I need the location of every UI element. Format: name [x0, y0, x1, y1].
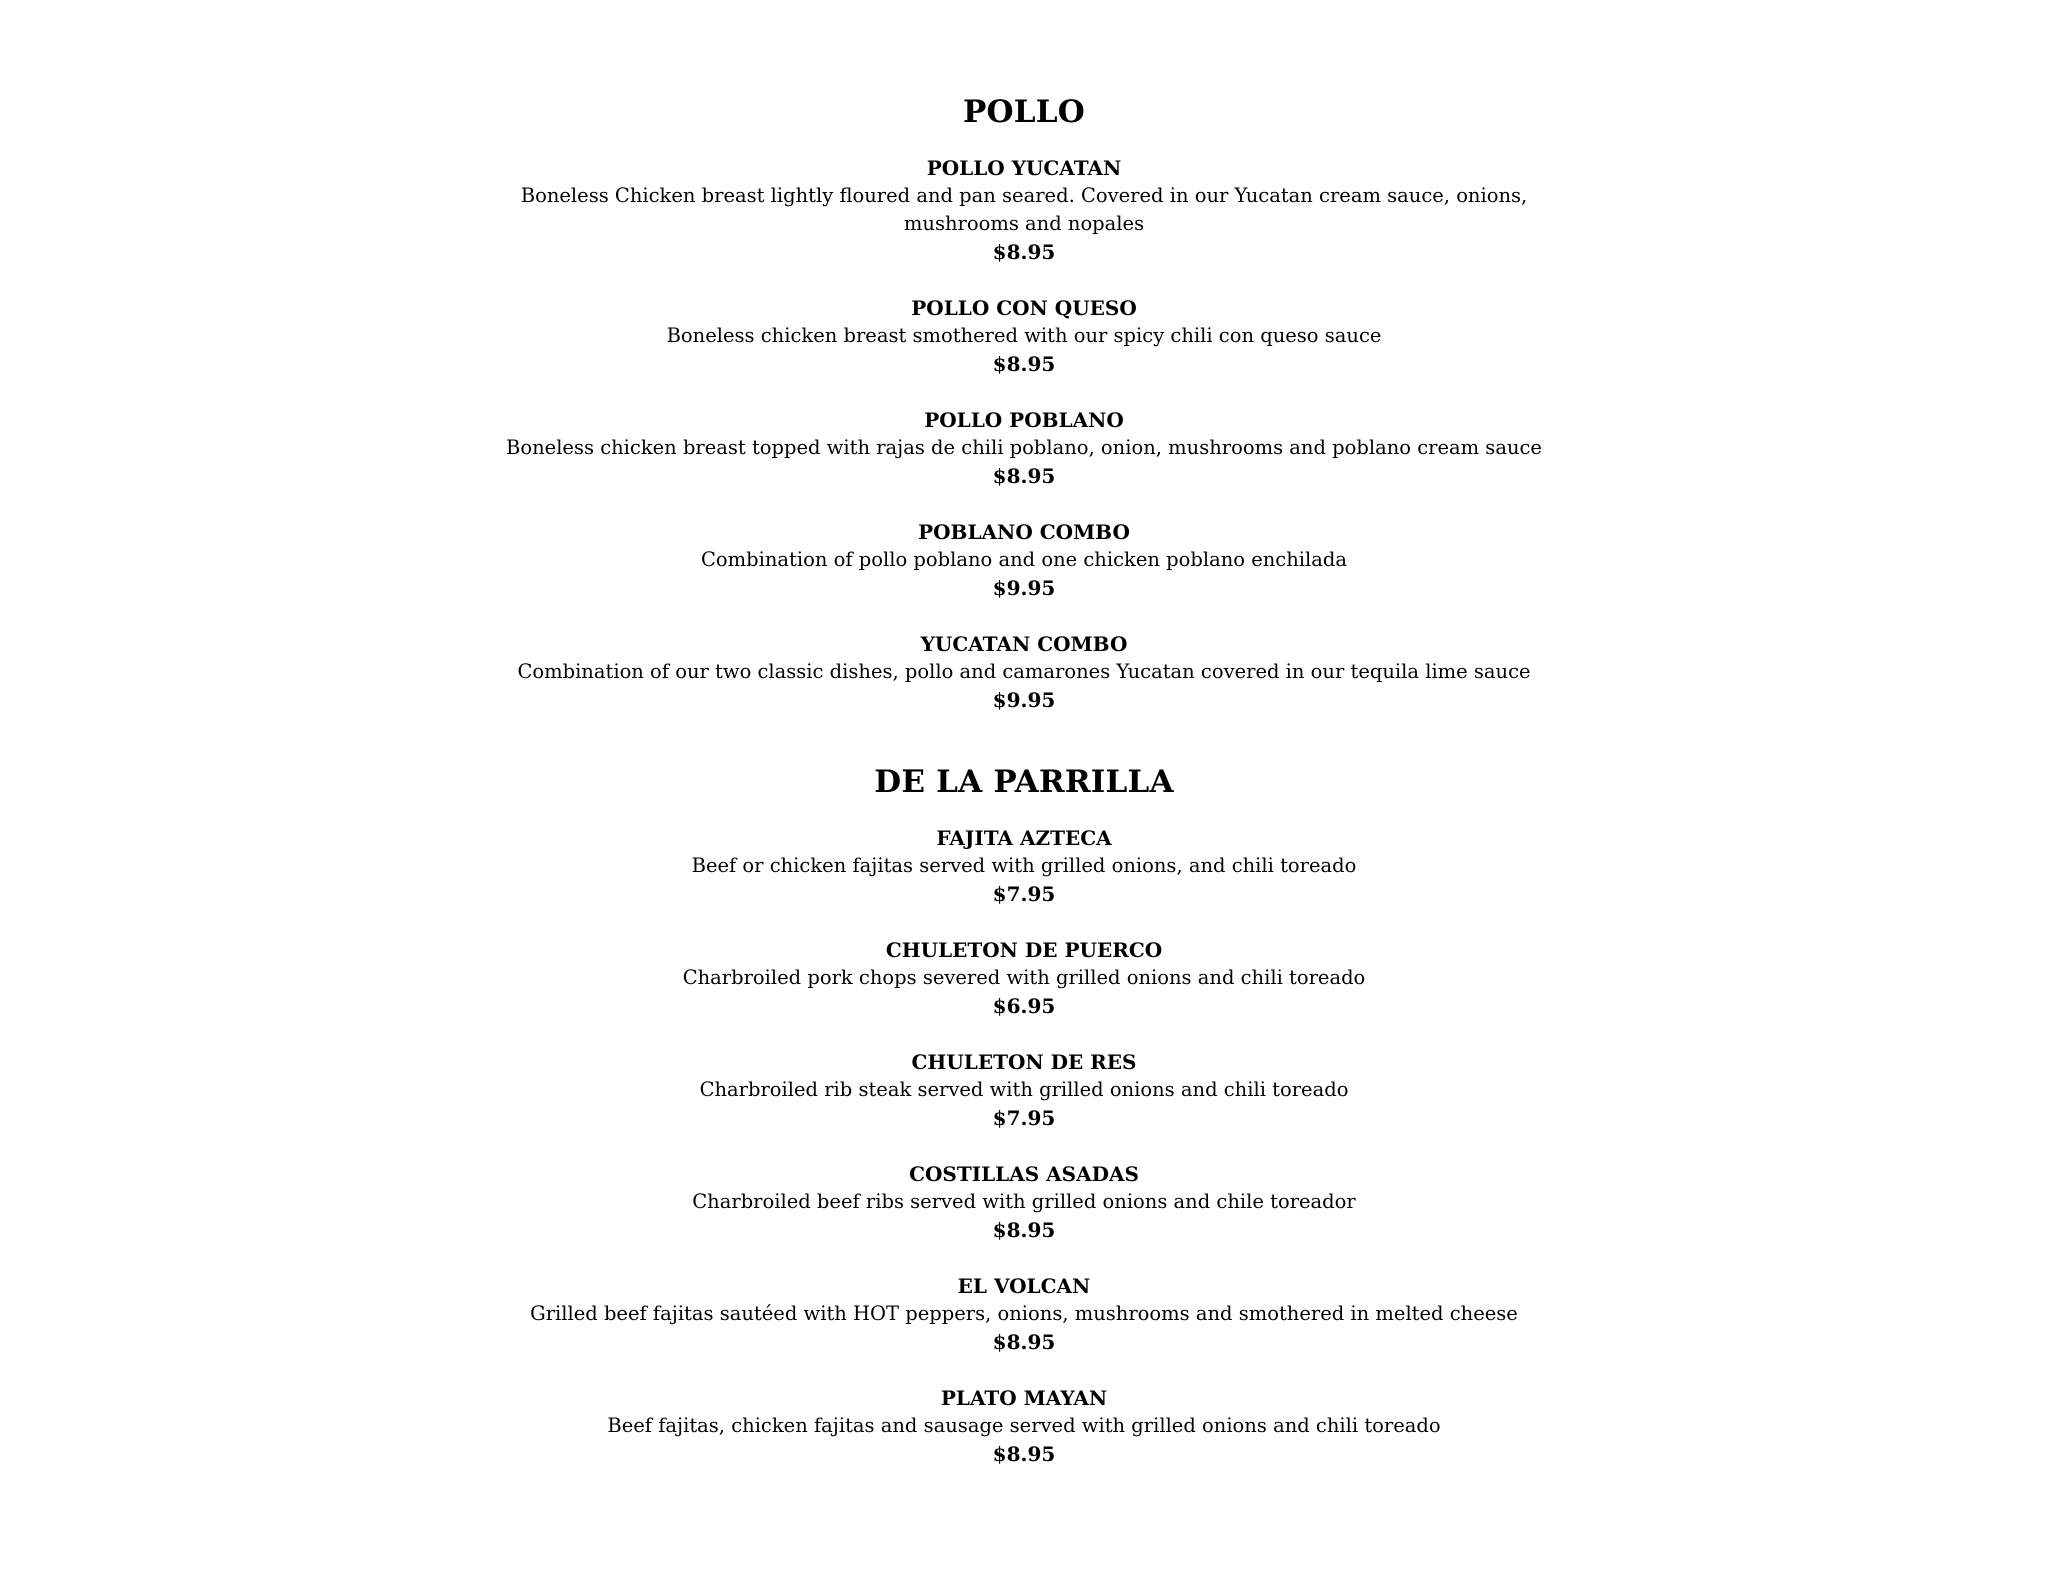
- item-name: EL VOLCAN: [957, 1274, 1091, 1298]
- item-description: Charbroiled beef ribs served with grilled onions and chile toreador: [692, 1190, 1356, 1213]
- item-name: PLATO MAYAN: [940, 1386, 1108, 1410]
- menu-section-pollo: [0, 92, 2048, 714]
- item-price: $8.95: [992, 464, 1056, 488]
- item-price: $8.95: [992, 1442, 1056, 1466]
- menu-item: [0, 406, 2048, 490]
- menu-item: [0, 1048, 2048, 1132]
- section-title: DE LA PARRILLA: [874, 764, 1174, 800]
- item-price: $8.95: [992, 1330, 1056, 1354]
- item-name: POLLO POBLANO: [924, 408, 1124, 432]
- item-price: $6.95: [992, 994, 1056, 1018]
- item-price: $9.95: [992, 688, 1056, 712]
- menu-item: [0, 154, 2048, 266]
- item-name: COSTILLAS ASADAS: [909, 1162, 1139, 1186]
- item-price: $8.95: [992, 352, 1056, 376]
- item-price: $9.95: [992, 576, 1056, 600]
- menu-item: [0, 1272, 2048, 1356]
- menu-item: [0, 294, 2048, 378]
- item-description: Boneless chicken breast topped with rajas de chili poblano, onion, mushrooms and poblano cream sauce: [506, 436, 1542, 459]
- item-price: $7.95: [992, 1106, 1056, 1130]
- item-name: POLLO CON QUESO: [911, 296, 1137, 320]
- item-description: Boneless Chicken breast lightly floured and pan seared. Covered in our Yucatan cream sauce, onions, mushrooms and nopales: [520, 184, 1528, 235]
- menu-item: [0, 824, 2048, 908]
- item-description: Beef or chicken fajitas served with grilled onions, and chili toreado: [691, 854, 1357, 877]
- menu-item: [0, 630, 2048, 714]
- menu-section-parrilla: [0, 762, 2048, 1468]
- item-description: Combination of pollo poblano and one chicken poblano enchilada: [701, 548, 1347, 571]
- item-description: Beef fajitas, chicken fajitas and sausage served with grilled onions and chili toreado: [607, 1414, 1441, 1437]
- section-title: POLLO: [963, 94, 1085, 130]
- item-description: Charbroiled rib steak served with grilled onions and chili toreado: [699, 1078, 1349, 1101]
- item-name: CHULETON DE PUERCO: [885, 938, 1163, 962]
- item-name: CHULETON DE RES: [911, 1050, 1137, 1074]
- menu-item: [0, 1384, 2048, 1468]
- item-name: POBLANO COMBO: [918, 520, 1130, 544]
- item-name: FAJITA AZTECA: [936, 826, 1112, 850]
- item-price: $8.95: [992, 1218, 1056, 1242]
- menu-item: [0, 936, 2048, 1020]
- menu-item: [0, 1160, 2048, 1244]
- item-price: $8.95: [992, 240, 1056, 264]
- item-description: Grilled beef fajitas sautéed with HOT peppers, onions, mushrooms and smothered in melted cheese: [530, 1302, 1518, 1325]
- item-description: Boneless chicken breast smothered with our spicy chili con queso sauce: [666, 324, 1382, 347]
- item-description: Charbroiled pork chops severed with grilled onions and chili toreado: [682, 966, 1366, 989]
- item-name: POLLO YUCATAN: [926, 156, 1122, 180]
- item-description: Combination of our two classic dishes, pollo and camarones Yucatan covered in our tequila lime sauce: [517, 660, 1531, 683]
- item-name: YUCATAN COMBO: [920, 632, 1128, 656]
- item-price: $7.95: [992, 882, 1056, 906]
- menu-item: [0, 518, 2048, 602]
